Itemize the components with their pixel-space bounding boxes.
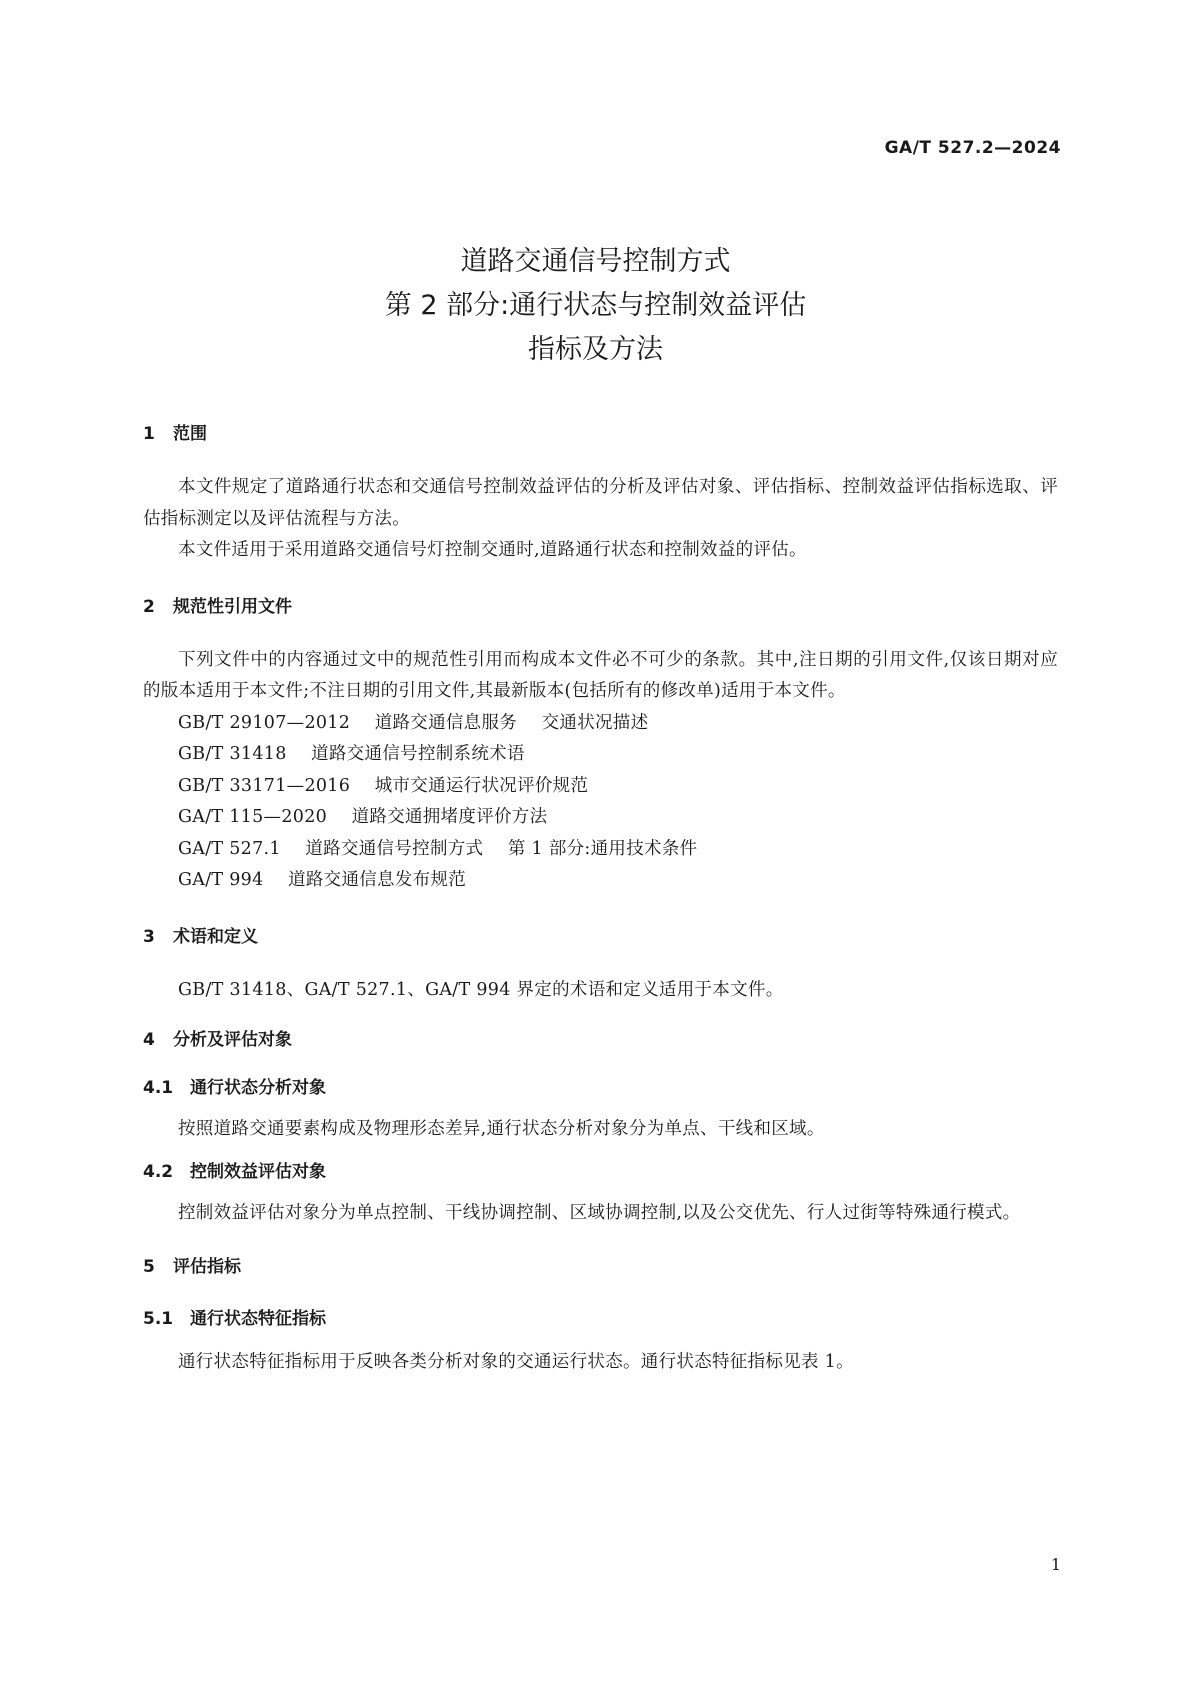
- reference-code: GA/T 994: [178, 870, 264, 890]
- paragraph: GB/T 31418、GA/T 527.1、GA/T 994 界定的术语和定义适用于本文件。: [178, 979, 784, 1000]
- paragraph: 下列文件中的内容通过文中的规范性引用而构成本文件必不可少的条款。其中,注日期的引用文件,仅该日期对应的版本适用于本文件;不注日期的引用文件,其最新版本(包括所有的修改单)适用于本文件。: [143, 649, 1058, 701]
- section-number: 1: [143, 424, 155, 444]
- title-line-1: 道路交通信号控制方式: [460, 246, 731, 277]
- reference-item: [143, 708, 1058, 740]
- document-code-header: GA/T 527.2—2024: [884, 138, 1061, 158]
- section-title: 控制效益评估对象: [190, 1161, 326, 1182]
- reference-title: 道路交通信号控制方式: [305, 838, 484, 859]
- section-5-1-heading: [143, 1305, 1058, 1333]
- reference-title: 城市交通运行状况评价规范: [374, 775, 589, 796]
- section-5-heading: [143, 1253, 1058, 1281]
- section-1-heading: [143, 420, 1058, 448]
- section-3-heading: [143, 923, 1058, 951]
- paragraph: 本文件规定了道路通行状态和交通信号控制效益评估的分析及评估对象、评估指标、控制效益评估指标选取、评估指标测定以及评估流程与方法。: [143, 477, 1058, 529]
- section-title: 通行状态特征指标: [190, 1309, 326, 1329]
- document-title: [0, 240, 1191, 372]
- section-number: 4: [143, 1030, 155, 1050]
- reference-item: [143, 834, 1058, 866]
- section-number: 2: [143, 596, 155, 617]
- reference-item: [143, 739, 1058, 771]
- section-2-heading: [143, 593, 1058, 621]
- reference-subtitle: 交通状况描述: [541, 712, 649, 733]
- section-number: 3: [143, 926, 155, 947]
- reference-code: GA/T 115—2020: [178, 807, 328, 827]
- section-title: 分析及评估对象: [173, 1030, 292, 1050]
- reference-item: [143, 771, 1058, 803]
- section-title: 评估指标: [173, 1257, 241, 1277]
- section-title: 术语和定义: [173, 926, 258, 947]
- reference-title: 道路交通信号控制系统术语: [311, 744, 525, 764]
- reference-code: GA/T 527.1: [178, 838, 281, 859]
- reference-subtitle: 第 1 部分:通用技术条件: [507, 838, 698, 859]
- title-line-2: 第 2 部分:通行状态与控制效益评估: [384, 290, 807, 321]
- reference-code: GB/T 31418: [178, 744, 287, 764]
- section-number: 5: [143, 1257, 155, 1277]
- reference-title: 道路交通信息发布规范: [288, 870, 467, 890]
- section-4-2-heading: [143, 1158, 1058, 1186]
- reference-item: [143, 865, 1058, 897]
- reference-title: 道路交通信息服务: [374, 712, 518, 733]
- paragraph: 通行状态特征指标用于反映各类分析对象的交通运行状态。通行状态特征指标见表 1。: [178, 1352, 854, 1372]
- section-number: 4.1: [143, 1078, 174, 1098]
- title-line-3: 指标及方法: [528, 334, 663, 365]
- section-number: 5.1: [143, 1309, 174, 1329]
- paragraph: 按照道路交通要素构成及物理形态差异,通行状态分析对象分为单点、干线和区域。: [178, 1119, 825, 1139]
- section-4-1-heading: [143, 1074, 1058, 1102]
- reference-item: [143, 802, 1058, 834]
- section-title: 通行状态分析对象: [190, 1078, 326, 1098]
- document-body: [143, 420, 1058, 1379]
- reference-title: 道路交通拥堵度评价方法: [351, 807, 548, 827]
- section-title: 范围: [173, 424, 207, 444]
- paragraph: 本文件适用于采用道路交通信号灯控制交通时,道路通行状态和控制效益的评估。: [178, 540, 807, 560]
- paragraph: 控制效益评估对象分为单点控制、干线协调控制、区域协调控制,以及公交优先、行人过街等特殊通行模式。: [178, 1202, 1021, 1223]
- page-number: 1: [1050, 1555, 1061, 1574]
- reference-code: GB/T 29107—2012: [178, 712, 351, 733]
- section-title: 规范性引用文件: [173, 596, 292, 617]
- section-number: 4.2: [143, 1161, 174, 1182]
- reference-code: GB/T 33171—2016: [178, 775, 351, 796]
- section-4-heading: [143, 1026, 1058, 1054]
